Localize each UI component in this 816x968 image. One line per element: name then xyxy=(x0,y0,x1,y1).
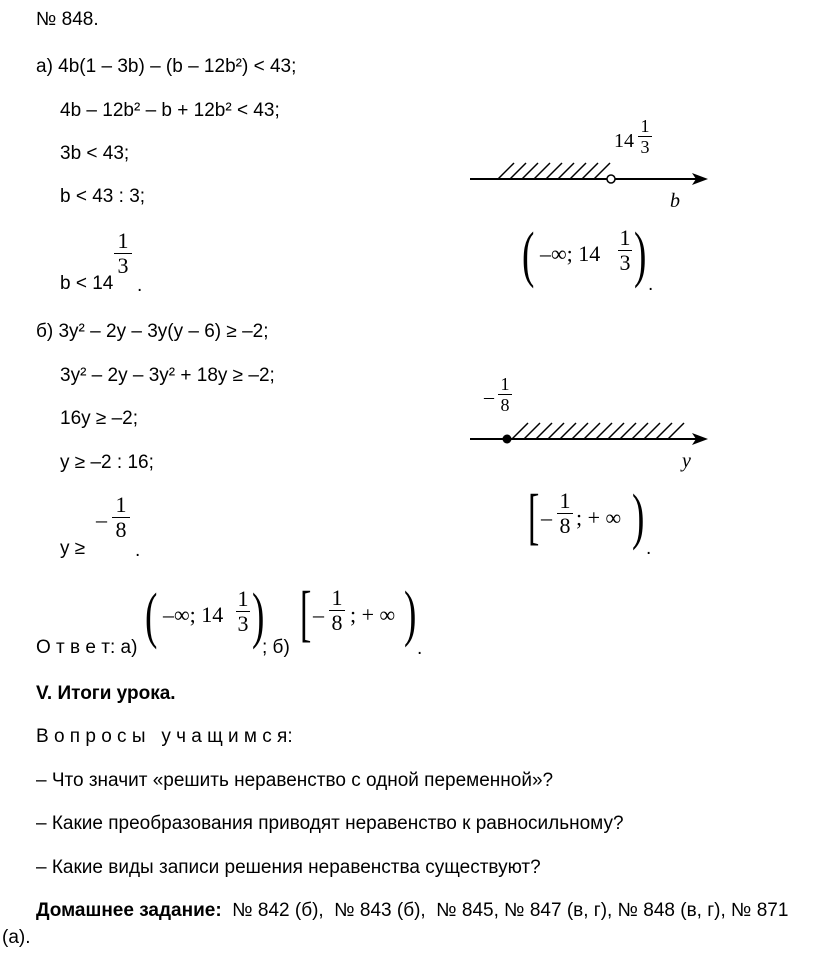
homework-label: Домашнее задание: xyxy=(36,900,222,921)
part-a-line-4: b < 43 : 3; xyxy=(60,186,146,207)
part-a-line-1: а) 4b(1 – 3b) – (b – 12b²) < 43; xyxy=(36,56,297,77)
part-b-fraction-sign: – xyxy=(96,507,107,532)
nl-a-var: b xyxy=(670,190,680,212)
interval-b-fraction xyxy=(557,489,573,538)
part-b-line-1: б) 3y² – 2y – 3y(y – 6) ≥ –2; xyxy=(36,321,269,342)
answer-b-num: 1 xyxy=(331,585,343,610)
interval-a-content: –∞; 14 xyxy=(540,241,601,266)
nl-b-fraction xyxy=(498,374,512,415)
nl-b-sign: – xyxy=(484,386,494,408)
answer-a-den: 3 xyxy=(237,611,249,636)
answer-b-right: ) xyxy=(404,580,417,648)
question-1: – Что значит «решить неравенство с одной переменной»? xyxy=(36,770,554,791)
open-point xyxy=(607,175,615,183)
part-b-line-5: y ≥ xyxy=(60,538,86,559)
answer-a-right: ) xyxy=(252,582,265,650)
interval-a-right: ) xyxy=(634,221,647,289)
part-b-period: . xyxy=(135,540,141,561)
answer-b-rest: ; + ∞ xyxy=(350,602,396,627)
part-a-line-5: b < 14 xyxy=(60,273,114,294)
nl-b-den: 8 xyxy=(500,395,510,415)
interval-a-num: 1 xyxy=(619,225,631,250)
nl-a-fraction xyxy=(638,116,652,157)
part-a-fraction-den: 3 xyxy=(117,253,129,278)
part-b-line-3: 16y ≥ –2; xyxy=(60,408,139,429)
homework-line xyxy=(36,900,788,922)
section-title: V. Итоги урока. xyxy=(36,683,176,704)
question-3: – Какие виды записи решения неравенства существуют? xyxy=(36,857,541,878)
answer-b-den: 8 xyxy=(331,610,343,635)
hatching xyxy=(512,423,684,439)
answer-b-sign: – xyxy=(313,602,324,627)
closed-point xyxy=(503,435,512,444)
answer-a-num: 1 xyxy=(237,586,249,611)
answer-period: . xyxy=(417,638,423,659)
number-line-y xyxy=(470,410,710,470)
homework-wrap: (а). xyxy=(2,927,31,948)
part-a-fraction xyxy=(114,229,132,278)
part-a-fraction-num: 1 xyxy=(117,228,129,253)
part-b-fraction xyxy=(112,493,130,542)
nl-b-num: 1 xyxy=(500,374,510,394)
interval-b-den: 8 xyxy=(559,513,571,538)
part-b-line-4: y ≥ –2 : 16; xyxy=(60,452,154,473)
answer-a-content: –∞; 14 xyxy=(163,602,224,627)
interval-b-num: 1 xyxy=(559,488,571,513)
nl-a-num: 1 xyxy=(640,116,650,136)
interval-b-sign: – xyxy=(541,505,552,530)
part-b-line-2: 3y² – 2y – 3y² + 18y ≥ –2; xyxy=(60,365,275,386)
interval-a-left: ( xyxy=(522,221,535,289)
part-b-fraction-num: 1 xyxy=(115,492,127,517)
part-a-line-2: 4b – 12b² – b + 12b² < 43; xyxy=(60,100,280,121)
answer-sep: ; б) xyxy=(262,637,290,658)
hatching xyxy=(498,163,610,179)
part-b-fraction-den: 8 xyxy=(115,517,127,542)
interval-b-right: ) xyxy=(632,483,645,551)
answer-a-fraction xyxy=(236,587,250,636)
interval-a-fraction xyxy=(618,226,632,275)
question-2: – Какие преобразования приводят неравенство к равносильному? xyxy=(36,813,624,834)
questions-intro: В о п р о с ы у ч а щ и м с я: xyxy=(36,726,293,747)
interval-b-left: [ xyxy=(528,483,540,551)
nl-b-var: y xyxy=(682,450,691,472)
interval-a-den: 3 xyxy=(619,250,631,275)
interval-b-period: . xyxy=(646,538,652,559)
answer-a-left: ( xyxy=(145,582,158,650)
task-number: № 848. xyxy=(36,9,99,30)
homework-text: № 842 (б), № 843 (б), № 845, № 847 (в, г), № 848 (в, г), № 871 xyxy=(232,900,789,921)
answer-b-fraction xyxy=(329,586,345,635)
answer-prefix: О т в е т: а) xyxy=(36,637,138,658)
answer-b-left: [ xyxy=(300,580,312,648)
part-a-period: . xyxy=(137,275,143,296)
interval-b-rest: ; + ∞ xyxy=(576,505,622,530)
interval-a-period: . xyxy=(648,274,654,295)
nl-a-den: 3 xyxy=(640,137,650,157)
part-a-line-3: 3b < 43; xyxy=(60,143,130,164)
nl-a-whole: 14 xyxy=(614,130,634,152)
